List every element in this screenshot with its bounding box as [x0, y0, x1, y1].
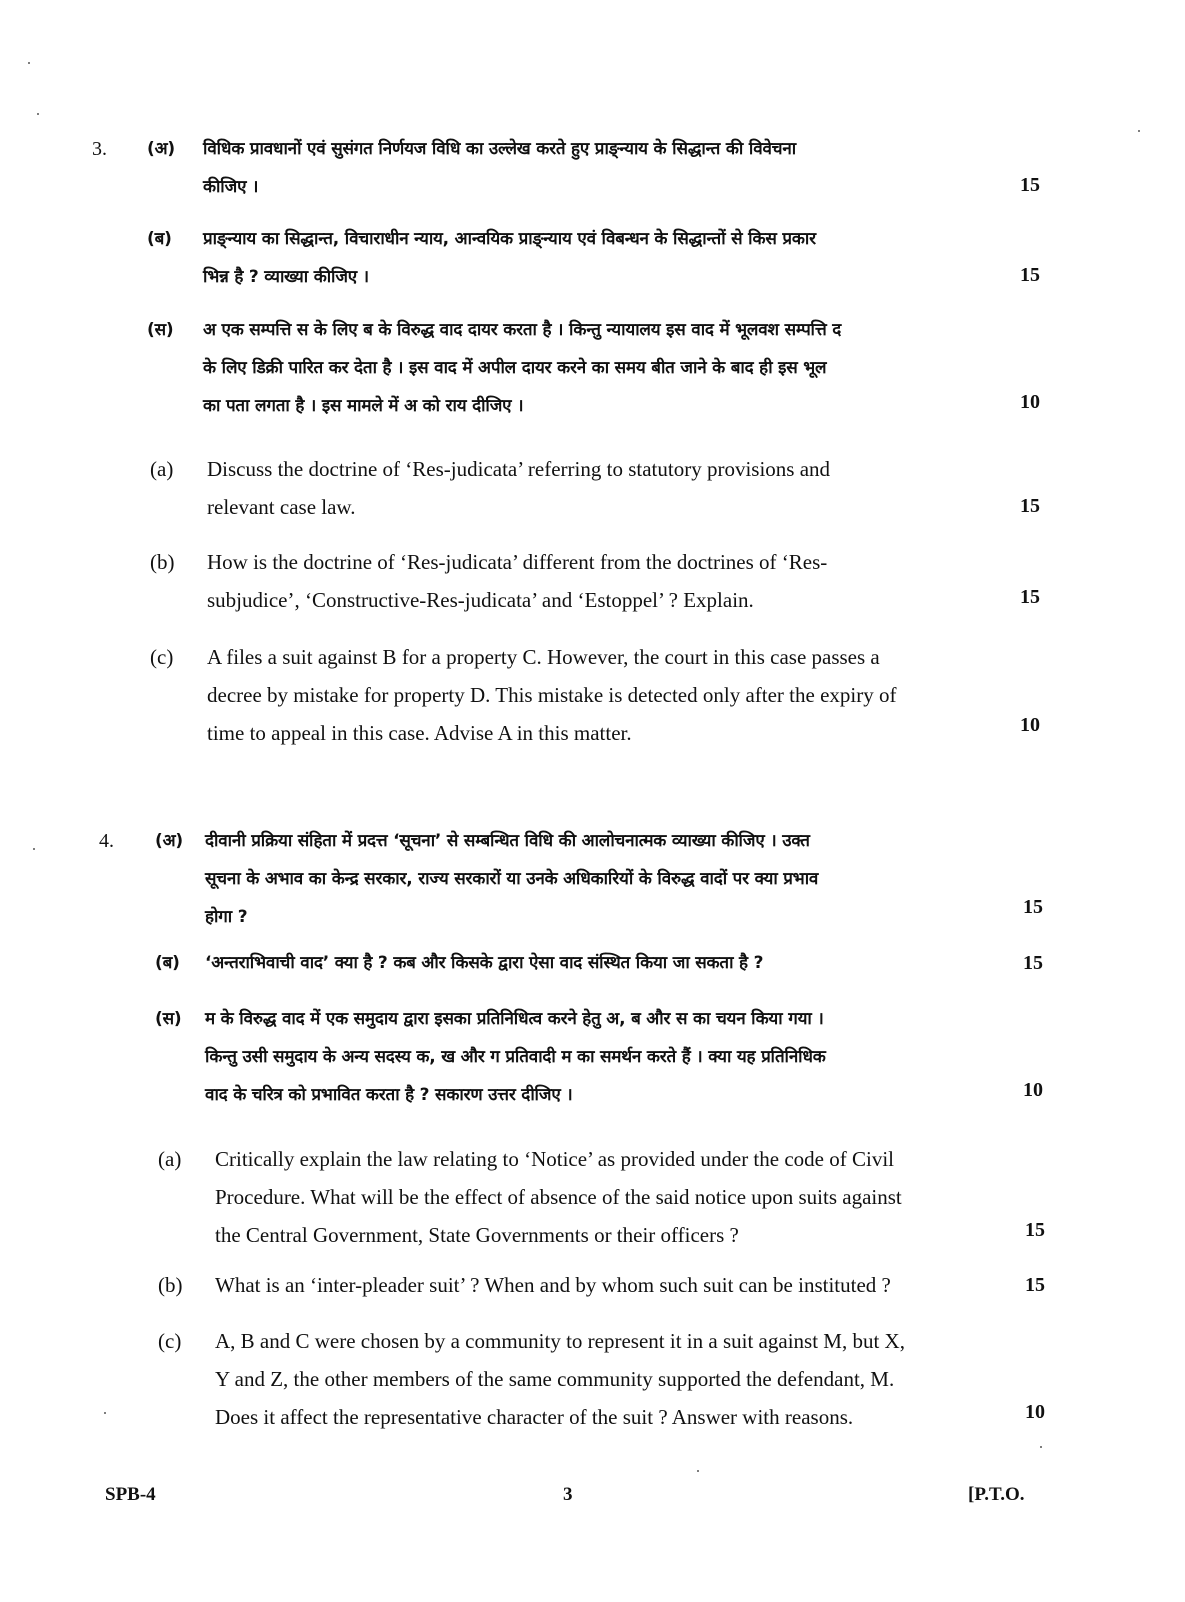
marks: 10 [1025, 1401, 1045, 1423]
text-line: सूचना के अभाव का केन्द्र सरकार, राज्य सरकारों या उनके अधिकारियों के विरुद्ध वादों पर क्या प्रभाव [205, 869, 819, 889]
marks: 15 [1025, 1274, 1045, 1296]
text-line: किन्तु उसी समुदाय के अन्य सदस्य क, ख और ग प्रतिवादी म का समर्थन करते हैं । क्या यह प्रतिनिधिक [205, 1047, 826, 1067]
text-line: होगा ? [205, 907, 248, 927]
text-line: decree by mistake for property D. This mistake is detected only after the expiry of [207, 683, 897, 707]
text-line: अ एक सम्पत्ति स के लिए ब के विरुद्ध वाद दायर करता है । किन्तु न्यायालय इस वाद में भूलवश सम्पत्ति द [203, 320, 842, 340]
text-line: कीजिए । [203, 177, 259, 197]
text-line: time to appeal in this case. Advise A in this matter. [207, 721, 632, 745]
scan-speck [33, 848, 35, 850]
text-line: Procedure. What will be the effect of absence of the said notice upon suits against [215, 1185, 902, 1209]
scan-speck [697, 1470, 699, 1472]
part-label: (स) [155, 1009, 182, 1029]
part-text [203, 130, 1011, 206]
marks: 10 [1020, 714, 1040, 736]
part-text [205, 944, 1011, 982]
question-number: 3. [92, 138, 107, 160]
text-line: Y and Z, the other members of the same community supported the defendant, M. [215, 1367, 895, 1391]
scan-speck [37, 113, 39, 115]
marks: 15 [1020, 586, 1040, 608]
text-line: How is the doctrine of ‘Res-judicata’ different from the doctrines of ‘Res- [207, 550, 828, 574]
text-line: relevant case law. [207, 495, 356, 519]
part-label: (स) [147, 320, 174, 340]
text-line: ‘अन्तराभिवाची वाद’ क्या है ? कब और किसके द्वारा ऐसा वाद संस्थित किया जा सकता है ? [205, 953, 764, 973]
part-text [215, 1266, 1005, 1304]
question-number: 4. [99, 830, 114, 852]
part-label: (ब) [155, 953, 180, 973]
marks: 15 [1025, 1219, 1045, 1241]
part-text [207, 450, 1010, 526]
part-label: (अ) [155, 831, 183, 851]
text-line: विधिक प्रावधानों एवं सुसंगत निर्णयज विधि का उल्लेख करते हुए प्राङ्न्याय के सिद्धान्त की विवेचना [203, 139, 796, 159]
text-line: What is an ‘inter-pleader suit’ ? When and by whom such suit can be instituted ? [215, 1273, 891, 1297]
marks: 15 [1023, 896, 1043, 918]
scan-speck [104, 1412, 106, 1414]
part-label: (ब) [147, 229, 172, 249]
part-text [203, 311, 1011, 425]
part-label: (a) [158, 1147, 182, 1171]
part-label: (b) [150, 550, 175, 574]
text-line: subjudice’, ‘Constructive-Res-judicata’ and ‘Estoppel’ ? Explain. [207, 588, 754, 612]
part-label: (c) [150, 645, 174, 669]
text-line: म के विरुद्ध वाद में एक समुदाय द्वारा इसका प्रतिनिधित्व करने हेतु अ, ब और स का चयन किया गया । [205, 1009, 824, 1029]
text-line: के लिए डिक्री पारित कर देता है । इस वाद में अपील दायर करने का समय बीत जाने के बाद ही इस भूल [203, 358, 827, 378]
part-text [207, 638, 1010, 752]
text-line: दीवानी प्रक्रिया संहिता में प्रदत्त ‘सूचना’ से सम्बन्धित विधि की आलोचनात्मक व्याख्या कीजिए । उक्त [205, 831, 810, 851]
scan-speck [1040, 1446, 1042, 1448]
part-label: (c) [158, 1329, 182, 1353]
page-number: 3 [563, 1484, 573, 1505]
marks: 15 [1023, 952, 1043, 974]
part-text [215, 1322, 1012, 1436]
part-label: (b) [158, 1273, 183, 1297]
text-line: Discuss the doctrine of ‘Res-judicata’ referring to statutory provisions and [207, 457, 831, 481]
part-label: (a) [150, 457, 174, 481]
paper-code: SPB-4 [105, 1484, 156, 1505]
text-line: A, B and C were chosen by a community to represent it in a suit against M, but X, [215, 1329, 905, 1353]
text-line: वाद के चरित्र को प्रभावित करता है ? सकारण उत्तर दीजिए । [205, 1085, 573, 1105]
text-line: the Central Government, State Governments or their officers ? [215, 1223, 739, 1247]
marks: 10 [1023, 1079, 1043, 1101]
marks: 15 [1020, 174, 1040, 196]
marks: 15 [1020, 495, 1040, 517]
part-text [207, 543, 1010, 619]
text-line: Critically explain the law relating to ‘Notice’ as provided under the code of Civil [215, 1147, 894, 1171]
text-line: भिन्न है ? व्याख्या कीजिए । [203, 267, 369, 287]
part-text [205, 822, 1011, 936]
text-line: Does it affect the representative character of the suit ? Answer with reasons. [215, 1405, 854, 1429]
part-text [203, 220, 1011, 296]
scan-speck [1138, 130, 1140, 132]
part-label: (अ) [147, 139, 175, 159]
continue-note: [P.T.O. [968, 1484, 1025, 1505]
text-line: प्राङ्न्याय का सिद्धान्त, विचाराधीन न्याय, आन्वयिक प्राङ्न्याय एवं विबन्धन के सिद्धान्तों से किस प्रकार [203, 229, 816, 249]
text-line: का पता लगता है । इस मामले में अ को राय दीजिए । [203, 396, 524, 416]
scan-speck [28, 62, 30, 64]
part-text [205, 1000, 1011, 1114]
marks: 10 [1020, 391, 1040, 413]
part-text [215, 1140, 1012, 1254]
text-line: A files a suit against B for a property C. However, the court in this case passes a [207, 645, 880, 669]
marks: 15 [1020, 264, 1040, 286]
